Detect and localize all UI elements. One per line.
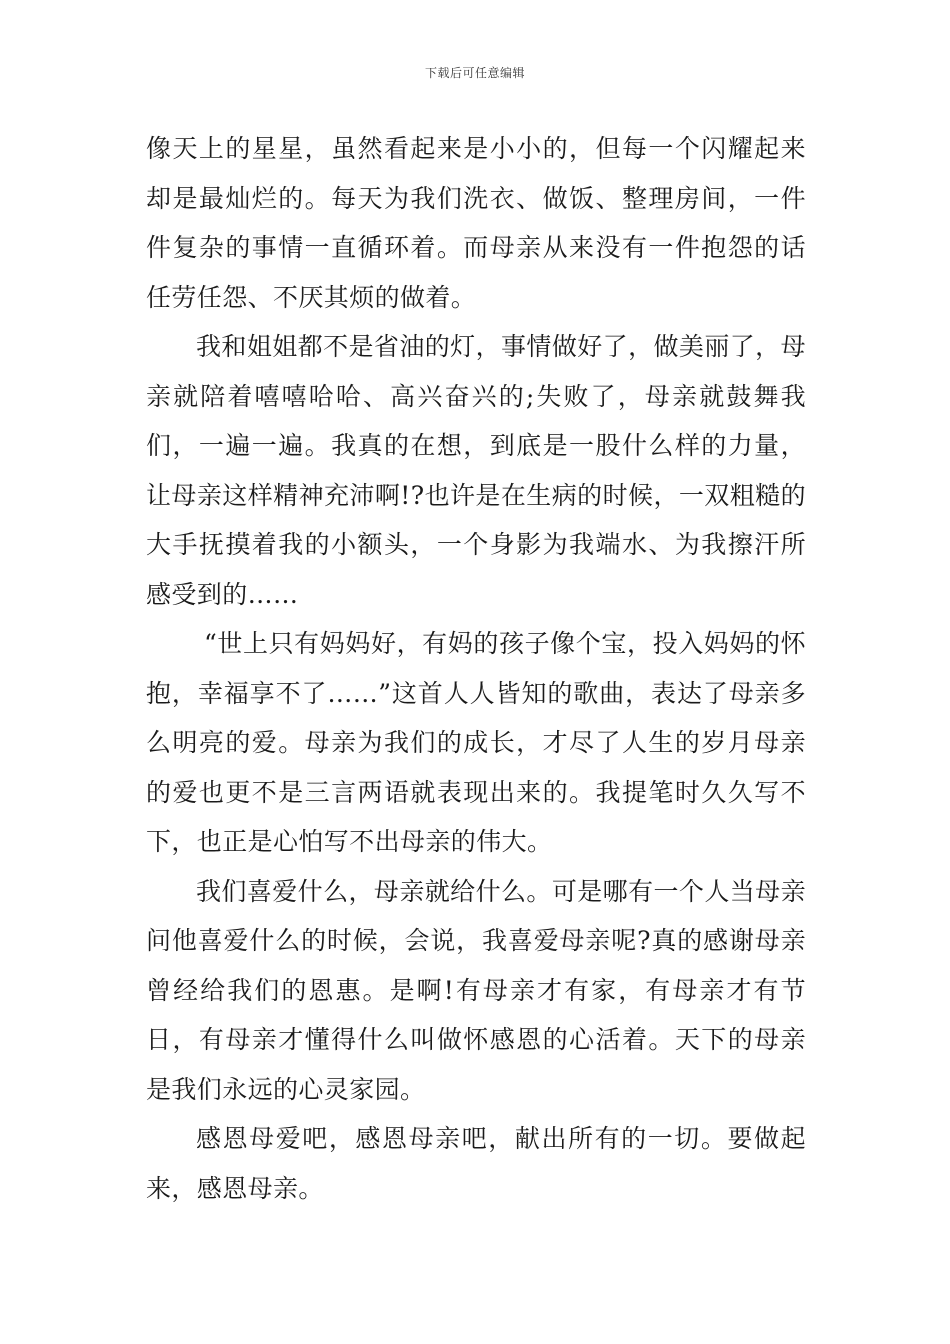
paragraph-4: 我们喜爱什么，母亲就给什么。可是哪有一个人当母亲问他喜爱什么的时候，会说，我喜爱母亲呢?真的感谢母亲曾经给我们的恩惠。是啊!有母亲才有家，有母亲才有节日，有母亲才懂得什么叫做怀感恩的心活着。天下的母亲是我们永远的心灵家园。 [146, 876, 806, 1104]
document-body [146, 124, 806, 1213]
paragraph-2: 我和姐姐都不是省油的灯，事情做好了，做美丽了，母亲就陪着嘻嘻哈哈、高兴奋兴的;失败了，母亲就鼓舞我们，一遍一遍。我真的在想，到底是一股什么样的力量，让母亲这样精神充沛啊!?也许是在生病的时候，一双粗糙的大手抚摸着我的小额头，一个身影为我端水、为我擦汗所感受到的…… [146, 332, 806, 609]
paragraph-5: 感恩母爱吧，感恩母亲吧，献出所有的一切。要做起来，感恩母亲。 [146, 1124, 806, 1203]
paragraph-3: “世上只有妈妈好，有妈的孩子像个宝，投入妈妈的怀抱，幸福享不了……”这首人人皆知的歌曲，表达了母亲多么明亮的爱。母亲为我们的成长，才尽了人生的岁月母亲的爱也更不是三言两语就表现出来的。我提笔时久久写不下，也正是心怕写不出母亲的伟大。 [146, 629, 806, 856]
page-header: 下载后可任意编辑 [424, 66, 525, 80]
paragraph-1: 像天上的星星，虽然看起来是小小的，但每一个闪耀起来却是最灿烂的。每天为我们洗衣、做饭、整理房间，一件件复杂的事情一直循环着。而母亲从来没有一件抱怨的话任劳任怨、不厌其烦的做着。 [146, 134, 806, 312]
